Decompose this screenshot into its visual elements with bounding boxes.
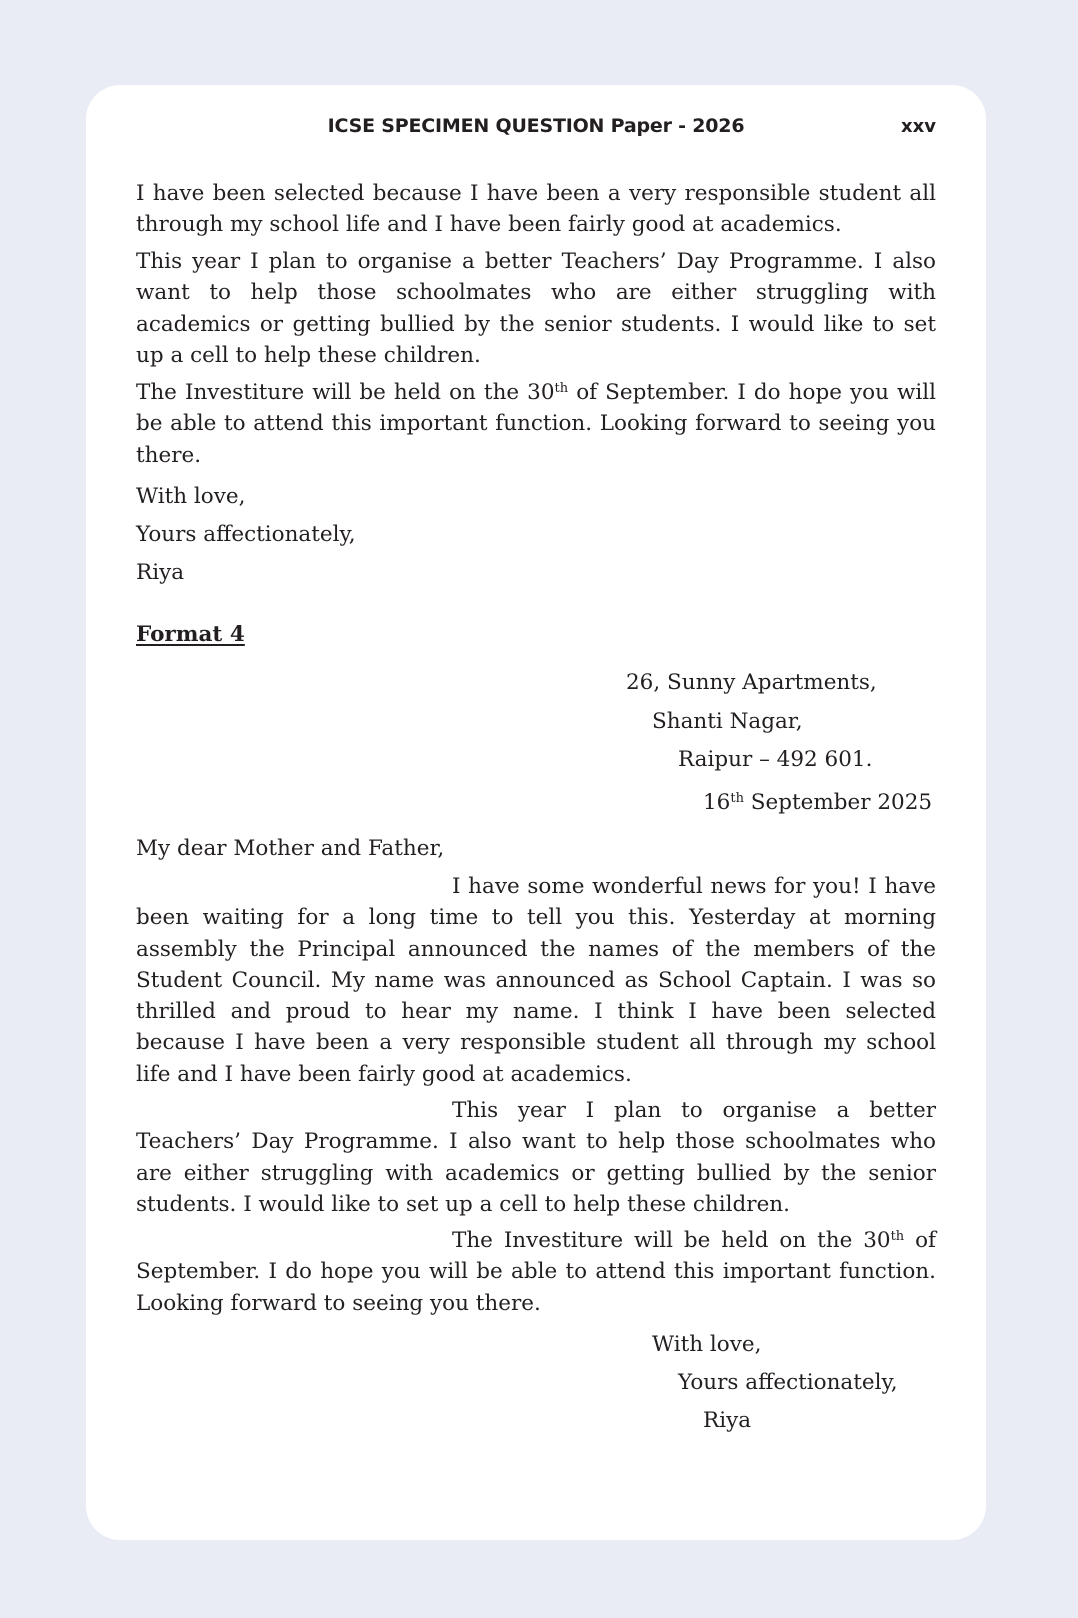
letter2-paragraph-2: This year I plan to organise a better Teachers’ Day Programme. I also want to help those schoolmates who are either struggling with academics or getting bullied by the senior students. I would like to set up a cell to help these children. — [136, 1098, 936, 1217]
letter2-paragraph-3-text-b: of September. I do hope you will be able to attend this important function. Looking forward to seeing you there. — [136, 1228, 936, 1316]
letter2-paragraph-1: I have some wonderful news for you! I have been waiting for a long time to tell you this. Yesterday at morning assembly the Principal announced the names of the members of the Student Council. My name was announced as School Captain. I was so thrilled and proud to hear my name. I think I have been selected because I have been a very responsible student all through my school life and I have been fairly good at academics. — [136, 874, 936, 1087]
letter1-closing-love: With love, — [136, 484, 246, 509]
letter-date-superscript: th — [730, 791, 744, 806]
letter2-paragraph-3-superscript: th — [890, 1229, 905, 1244]
letter2-closing-love: With love, — [652, 1332, 762, 1357]
address-line-3: Raipur – 492 601. — [678, 747, 873, 772]
letter2-signature: Riya — [703, 1408, 752, 1433]
address-line-2: Shanti Nagar, — [652, 709, 803, 734]
letter1-closing-affectionately: Yours affectionately, — [136, 522, 356, 547]
letter2-paragraph-3 — [136, 1225, 936, 1319]
letter1-paragraph-2: This year I plan to organise a better Teachers’ Day Programme. I also want to help those schoolmates who are either struggling with academics or getting bullied by the senior students. I would like to set up a cell to help these children. — [136, 249, 936, 368]
letter1-paragraph-3-superscript: th — [554, 381, 569, 396]
page-number: xxv — [901, 116, 936, 137]
letter-date-day: 16 — [703, 790, 731, 815]
letter-date-rest: September 2025 — [743, 790, 933, 815]
letter1-paragraph-1: I have been selected because I have been a very responsible student all through my school life and I have been fairly good at academics. — [136, 181, 936, 238]
page — [86, 85, 986, 1540]
salutation: My dear Mother and Father, — [136, 836, 445, 861]
letter-date — [703, 787, 932, 818]
letter1-signature: Riya — [136, 560, 185, 585]
letter1-paragraph-3-text-a: The Investiture will be held on the 30 — [136, 380, 555, 405]
format-heading: Format 4 — [136, 622, 245, 647]
page-header-title: ICSE SPECIMEN QUESTION Paper - 2026 — [327, 115, 745, 137]
letter2-closing-affectionately: Yours affectionately, — [678, 1370, 898, 1395]
letter1-paragraph-3-text-b: of September. I do hope you will be able to attend this important function. Looking forward to seeing you there. — [136, 380, 936, 468]
address-line-1: 26, Sunny Apartments, — [626, 670, 877, 695]
letter1-paragraph-3 — [136, 377, 936, 471]
letter2-paragraph-3-text-a: The Investiture will be held on the 30 — [452, 1228, 891, 1253]
